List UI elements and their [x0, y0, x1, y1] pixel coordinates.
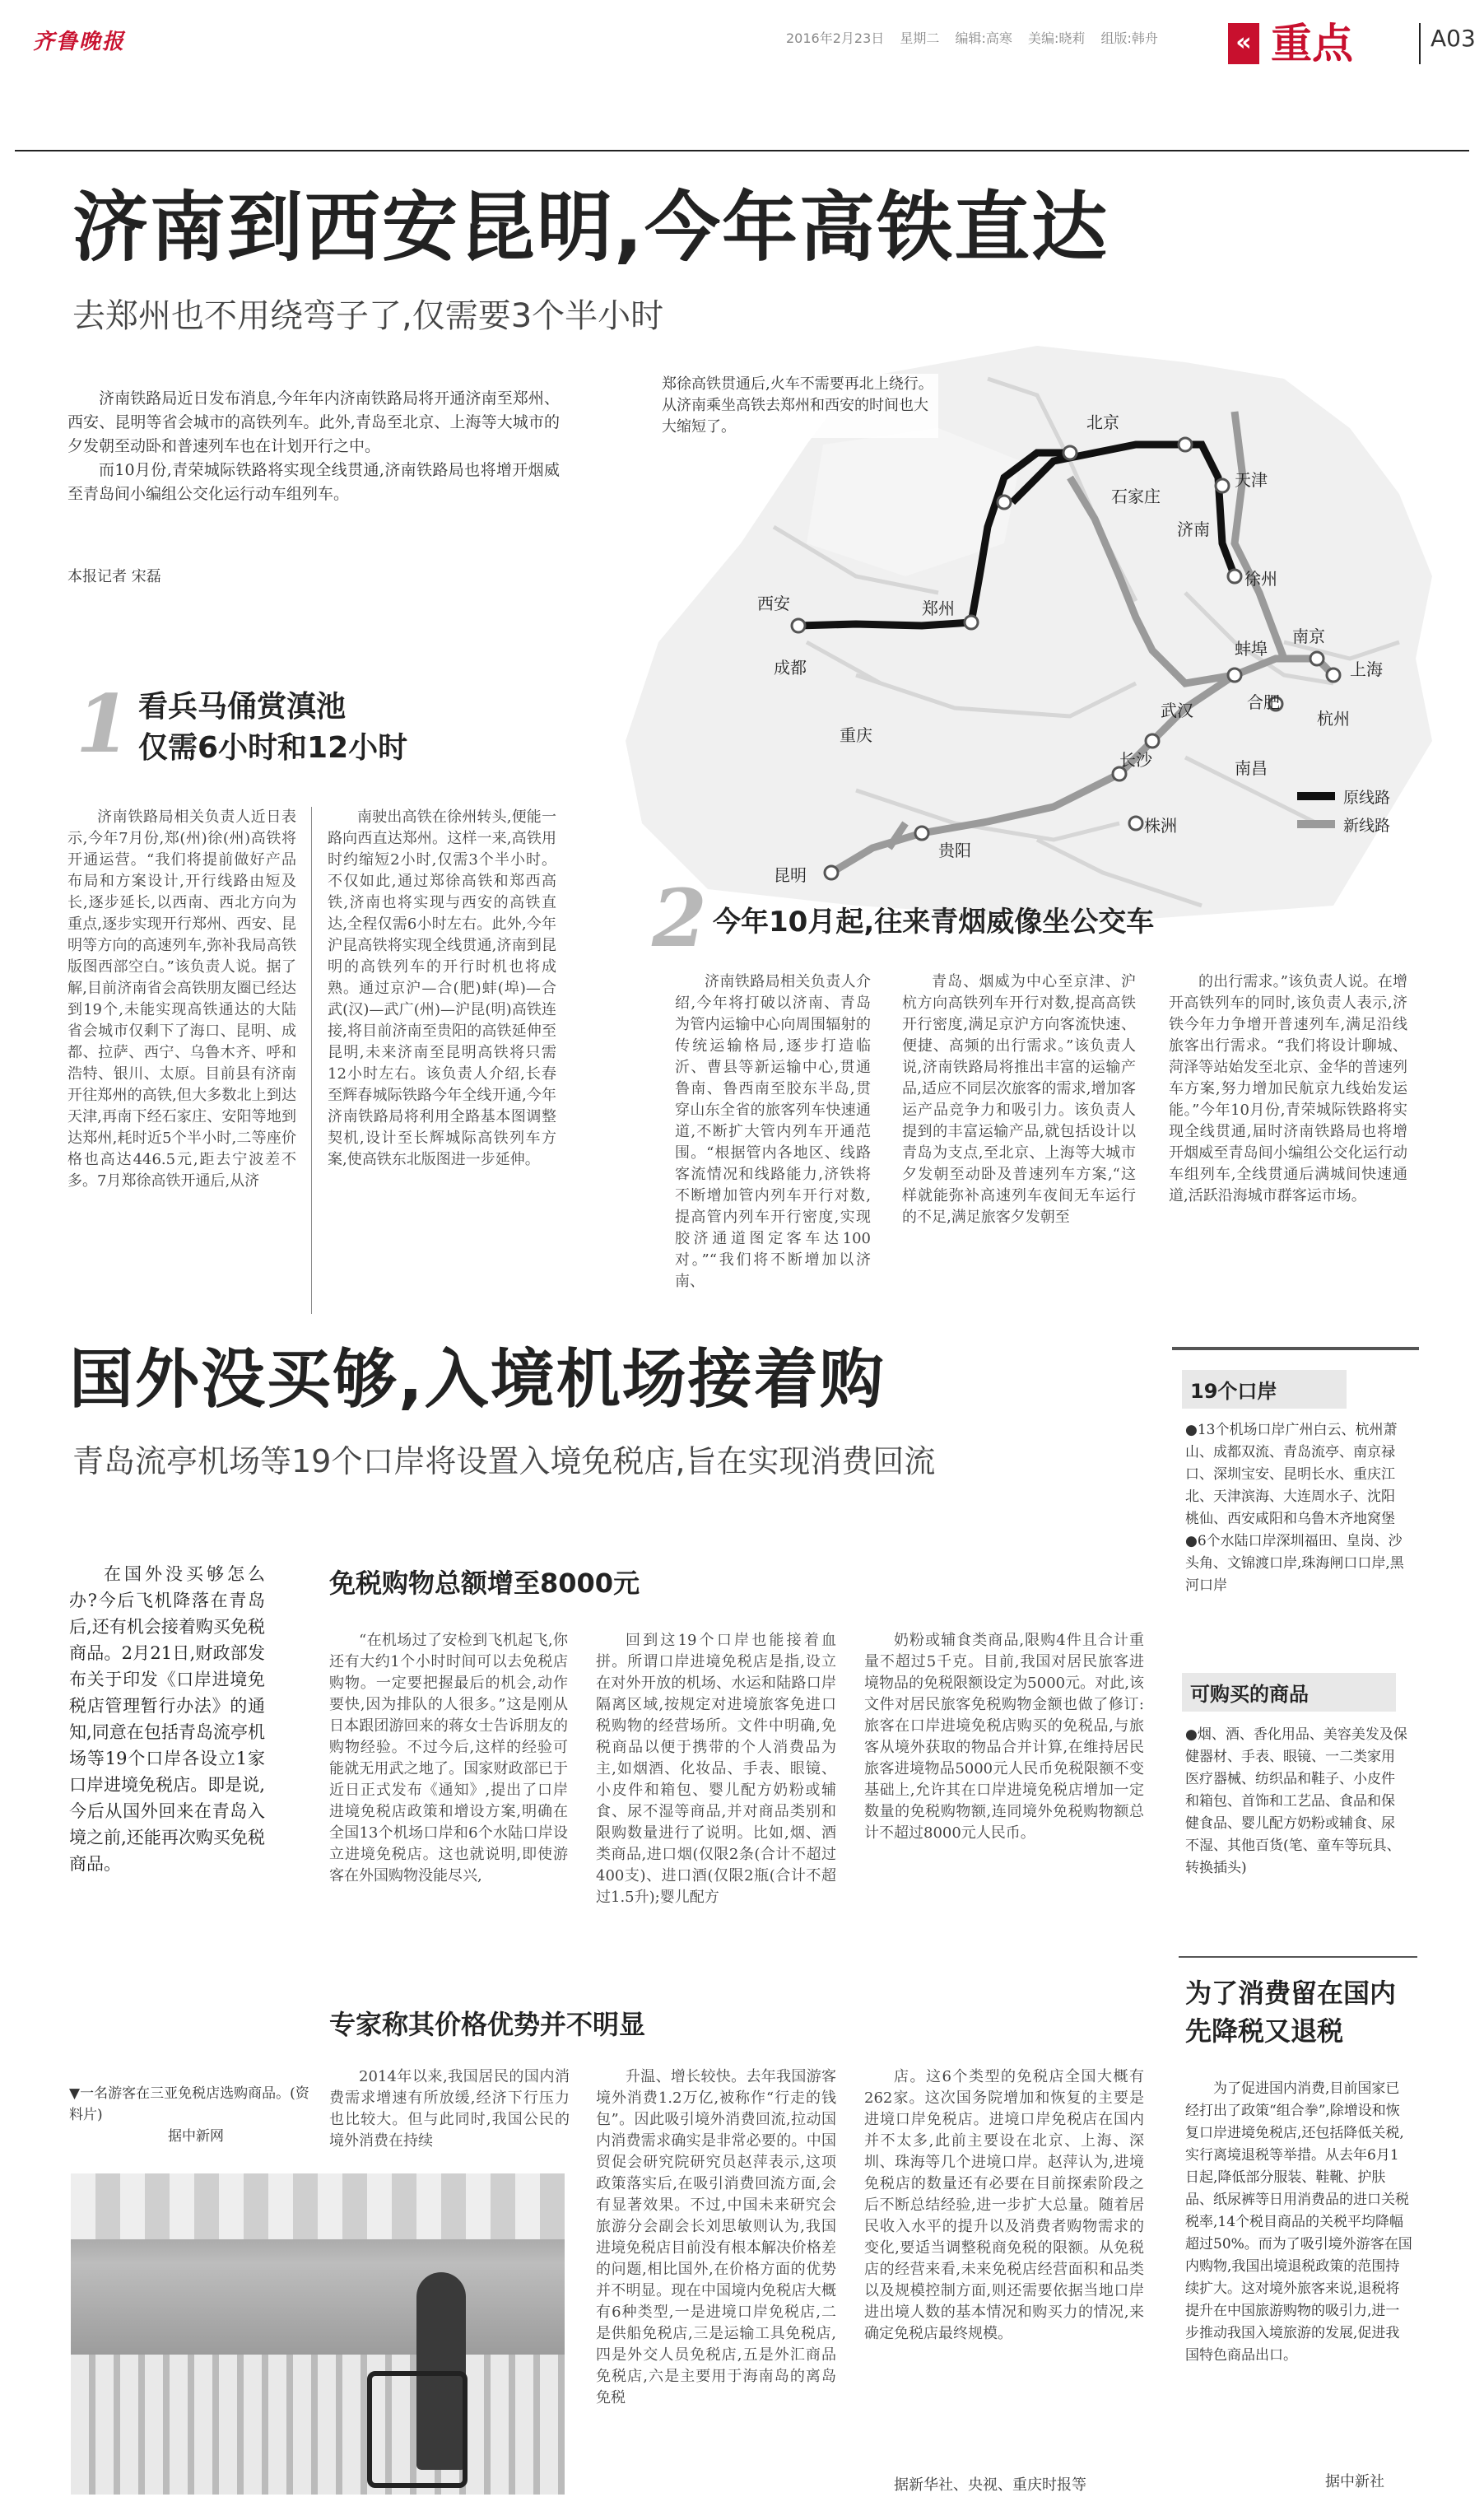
article1-column-5 [1169, 971, 1407, 1317]
article2-subhead-1: 免税购物总额增至8000元 [329, 1568, 640, 1599]
article2-subheadline: 青岛流亭机场等19个口岸将设置入境免税店,旨在实现消费回流 [72, 1443, 936, 1479]
article2-column-1 [329, 1630, 568, 1959]
article2-lead-text: 在国外没买够怎么办?今后飞机降落在青岛后,还有机会接着购买免税商品。2月21日,财政部发布关于印发《口岸进境免税店管理暂行办法》的通知,同意在包括青岛流亭机场等19个口岸各设立1家口岸进境免税店。即是说,今后从国外回来在青岛入境之前,还能再次购买免税商品。 [69, 1564, 265, 1874]
article2-column-5 [596, 2066, 836, 2495]
section1-title [138, 687, 407, 769]
city-label-beijing: 北京 [1086, 412, 1119, 432]
section-divider [1419, 23, 1421, 64]
article1-column-5-text: 的出行需求。”该负责人说。在增开高铁列车的同时,该负责人表示,济铁今年力争增开普速列车,满足沿线旅客出行需求。“我们将设计聊城、菏泽等站始发至北京、金华的普速列车方案,努力增加民航京九线始发运能。”今年10月份,青荣城际铁路将实现全线贯通,届时济南铁路局也将增开烟威至青岛间小编组公交化运行动车组列车,全线贯通后满城间快速通道,活跃沿海城市群客运市场。 [1169, 973, 1407, 1204]
page-number: A03 [1431, 25, 1476, 52]
legend-old-swatch [1297, 792, 1335, 800]
city-label-zhuzhou: 株洲 [1144, 816, 1177, 836]
article2-column-1-text: “在机场过了安检到飞机起飞,你还有大约1个小时时间可以去免税店购物。一定要把握最后的机会,动作要快,因为排队的人很多。”这是刚从日本跟团游回来的蒋女士告诉朋友的购物经验。不过今后,这样的经验可能就无用武之地了。国家财政部已于近日正式发布《通知》,提出了口岸进境免税店政策和增设方案,明确在全国13个机场口岸和6个水陆口岸设立进境免税店。这也就说明,即使游客在外国购物没能尽兴, [329, 1632, 568, 1884]
shopping-photo [71, 2173, 565, 2495]
column-divider [311, 807, 312, 1314]
article2-headline: 国外没买够,入境机场接着购 [69, 1343, 886, 1417]
sidebar-box1-text1: ●13个机场口岸广州白云、杭州萧山、成都双流、青岛流亭、南京禄口、深圳宝安、昆明长水、重庆江北、天津滨海、大连周水子、沈阳桃仙、西安咸阳和乌鲁木齐地窝堡 [1185, 1422, 1398, 1527]
legend-new-swatch [1297, 820, 1335, 828]
city-label-nanchang: 南昌 [1235, 758, 1268, 778]
sidebar-box3-title-line2: 先降税又退税 [1185, 2015, 1344, 2047]
city-label-changsha: 长沙 [1119, 750, 1152, 770]
article1-lead [67, 387, 560, 506]
article1-headline: 济南到西安昆明,今年高铁直达 [72, 184, 1109, 272]
old-line-xian-zhengzhou [798, 622, 971, 626]
city-label-shanghai: 上海 [1350, 659, 1383, 679]
city-label-bengbu: 蚌埠 [1235, 639, 1268, 659]
sidebar-top-rule [1172, 1347, 1419, 1350]
sidebar-box3-title [1185, 1974, 1396, 2050]
editor: 编辑:高寒 [955, 30, 1012, 46]
section2-number: 2 [652, 872, 707, 965]
article2-column-6 [864, 2066, 1144, 2470]
article2-column-6-text: 店。这6个类型的免税店全国大概有262家。这次国务院增加和恢复的主要是进境口岸免税店。进境口岸免税店在国内并不太多,此前主要设在北京、上海、深圳、珠海等几个进境口岸。赵萍认为,进境免税店的数量还有必要在目前探索阶段之后不断总结经验,进一步扩大总量。随着居民收入水平的提升以及消费者购物需求的变化,要适当调整税商免税的限额。从免税店的经营来看,未来免税店经营面积和品类以及规模控制方面,则还需要依据当地口岸进出境人数的基本情况和购买力的情况,来确定免税店最终规模。 [864, 2068, 1144, 2342]
city-label-xian: 西安 [757, 594, 790, 613]
city-label-jinan: 济南 [1177, 519, 1210, 539]
sidebar-box1-body [1185, 1419, 1407, 1597]
photo-caption-credit: 据中新网 [168, 2128, 224, 2145]
sidebar-box2-text: ●烟、酒、香化用品、美容美发及保健器材、手表、眼镜、一二类家用医疗器械、纺织品和鞋子、小皮件和箱包、首饰和工艺品、食品和保健食品、婴儿配方奶粉或辅食、尿不湿、其他百货(笔、童车等玩具、转换插头) [1185, 1726, 1407, 1876]
article2-column-4-text: 2014年以来,我国居民的国内消费需求增速有所放缓,经济下行压力也比较大。但与此同时,我国公民的境外消费在持续 [329, 2068, 570, 2149]
city-label-shijiazhuang: 石家庄 [1111, 487, 1161, 506]
section-chevron-icon: « [1228, 23, 1259, 64]
article1-subheadline: 去郑州也不用绕弯子了,仅需要3个半小时 [72, 297, 664, 335]
section-label: 重点 [1271, 20, 1353, 68]
article1-column-1-text: 济南铁路局相关负责人近日表示,今年7月份,郑(州)徐(州)高铁将开通运营。“我们将提前做好产品布局和方案设计,开行线路由短及长,逐步延长,以西南、西北方向为重点,逐步实现开行郑州、西安、昆明等方向的高速列车,弥补我局高铁版图西部空白。”该负责人说。据了解,目前济南省会高铁朋友圈已经达到19个,未能实现高铁通达的大陆省会城市仅剩下了海口、昆明、成都、拉萨、西宁、乌鲁木齐、呼和浩特、银川、太原。目前县有济南开往郑州的高铁,但大多数北上到达天津,再南下经石家庄、安阳等地到达郑州,耗时近5个半小时,二等座价格也高达446.5元,距去宁波差不多。7月郑徐高铁开通后,从济 [67, 808, 296, 1190]
section1-number: 1 [76, 678, 131, 771]
article2-column-3-text: 奶粉或辅食类商品,限购4件且合计重量不超过5千克。目前,我国对居民旅客进境物品的免税限额设定为5000元。对此,该文件对居民旅客免税购物金额也做了修订:旅客在口岸进境免税店购买的免税品,与旅客从境外获取的物品合并计算,在维持居民旅客进境物品5000元人民币免税限额不变基础上,允许其在口岸进境免税店增加一定数量的免税购物额,连同境外免税购物额总计不超过8000元人民币。 [864, 1632, 1144, 1842]
article1-column-2 [328, 807, 556, 1314]
article1-column-4-text: 青岛、烟威为中心至京津、沪杭方向高铁列车开行对数,提高高铁开行密度,满足京沪方向客流快速、便捷、高频的出行需求。”该负责人说,济南铁路局将推出丰富的运输产品,适应不同层次旅客的需求,增加客运产品竞争力和吸引力。该负责人提到的丰富运输产品,就包括设计以青岛为支点,至北京、上海等大城市夕发朝至动卧及普速列车方案,“这样就能弥补高速列车夜间无车运行的不足,满足旅客夕发朝至 [902, 973, 1136, 1226]
article1-column-2-text: 南驶出高铁在徐州转头,便能一路向西直达郑州。这样一来,高铁用时约缩短2小时,仅需3个半小时。不仅如此,通过郑徐高铁和郑西高铁,济南也将实现与西安的高铁直达,全程仅需6小时左右。此外,今年沪昆高铁将实现全线贯通,济南到昆明的高铁列车的开行时机也将成熟。通过京沪—合(肥)蚌(埠)—合武(汉)—武广(州)—沪昆(明)高铁连接,将目前济南至贵阳的高铁延伸至昆明,未来济南至昆明高铁将只需12小时左右。该负责人介绍,长春至辉春城际铁路今年全线开通,今年济南铁路局将利用全路基本图调整契机,设计至长辉城际高铁列车方案,使高铁东北版图进一步延伸。 [328, 808, 556, 1168]
article1-lead-p1: 济南铁路局近日发布消息,今年年内济南铁路局将开通济南至郑州、西安、昆明等省会城市的高铁列车。此外,青岛至北京、上海等大城市的夕发朝至动卧和普速列车也在计划开行之中。 [67, 389, 560, 455]
article2-column-2-text: 回到这19个口岸也能接着血拼。所谓口岸进境免税店是指,设立在对外开放的机场、水运和陆路口岸隔离区域,按规定对进境旅客免进口税购物的经营场所。文件中明确,免税商品以便于携带的个人消费品为主,如烟酒、化妆品、手表、眼镜、小皮件和箱包、婴儿配方奶粉或辅食、尿不湿等商品,并对商品类别和限购数量进行了说明。比如,烟、酒类商品,进口烟(仅限2条(合计不超过400支)、进口酒(仅限2瓶(合计不超过1.5升);婴儿配方 [596, 1632, 836, 1906]
sidebar-box2-title: 可购买的商品 [1182, 1673, 1396, 1712]
section1-title-line1: 看兵马俑赏滇池 [138, 690, 347, 724]
article2-column-3 [864, 1630, 1144, 1959]
city-label-hangzhou: 杭州 [1317, 709, 1350, 729]
city-label-zhengzhou: 郑州 [922, 599, 955, 618]
weekday: 星期二 [900, 30, 940, 46]
article2-credit: 据新华社、央视、重庆时报等 [894, 2476, 1086, 2494]
article1-lead-p2: 而10月份,青荣城际铁路将实现全线贯通,济南铁路局也将增开烟威至青岛间小编组公交化运行动车组列车。 [67, 461, 560, 503]
city-label-chongqing: 重庆 [840, 725, 872, 745]
article2-column-5-text: 升温、增长较快。去年我国游客境外消费1.2万亿,被称作“行走的钱包”。因此吸引境外消费回流,拉动国内消费需求确实是非常必要的。中国贸促会研究院研究员赵萍表示,这项政策落实后,在吸引消费回流方面,会有显著效果。不过,中国未来研究会旅游分会副会长刘思敏则认为,我国进境免税店目前没有根本解决价格差的问题,相比国外,在价格方面的优势并不明显。现在中国境内免税店大概有6种类型,一是进境口岸免税店,二是供船免税店,三是运输工具免税店,四是外交人员免税店,五是外汇商品免税店,六是主要用于海南岛的离岛免税 [596, 2068, 836, 2406]
article2-lead [69, 1561, 265, 1877]
legend-old-label: 原线路 [1343, 789, 1391, 807]
city-label-kunming: 昆明 [774, 865, 807, 885]
article1-column-4 [902, 971, 1136, 1317]
city-label-tianjin: 天津 [1235, 470, 1268, 490]
city-label-wuhan: 武汉 [1161, 701, 1193, 720]
sidebar-box1-text2: ●6个水陆口岸深圳福田、皇岗、沙头角、文锦渡口岸,珠海闸口口岸,黑河口岸 [1185, 1533, 1404, 1594]
masthead-rule [15, 150, 1469, 151]
sidebar-box1-title: 19个口岸 [1182, 1370, 1347, 1409]
sidebar-box3-credit: 据中新社 [1325, 2473, 1384, 2490]
section-banner [1228, 16, 1417, 71]
proof: 组版:韩舟 [1100, 30, 1158, 46]
city-label-chengdu: 成都 [774, 658, 807, 678]
sidebar-box3-body [1185, 2078, 1412, 2465]
article2-column-4 [329, 2066, 570, 2149]
sidebar-box3-rule [1179, 1956, 1417, 1958]
article2-subhead-2: 专家称其价格优势并不明显 [329, 2009, 646, 2040]
sidebar-box3-text: 为了促进国内消费,目前国家已经打出了政策“组合拳”,除增设和恢复口岸进境免税店,还包括降低关税,实行离境退税等举措。从去年6月1日起,降低部分服装、鞋靴、护肤品、纸尿裤等日用消费品的进口关税税率,14个税目商品的关税平均降幅超过50%。而为了吸引境外游客在国内购物,我国出境退税政策的范围持续扩大。这对境外旅客来说,退税将提升在中国旅游购物的吸引力,进一步推动我国入境旅游的发展,促进我国特色商品出口。 [1185, 2080, 1412, 2364]
section1-title-line2: 仅需6小时和12小时 [138, 731, 408, 765]
photo-ceiling [71, 2173, 565, 2239]
city-label-guiyang: 贵阳 [938, 841, 971, 860]
city-label-nanjing: 南京 [1292, 627, 1325, 646]
article2-column-2 [596, 1630, 836, 1959]
photo-caption [69, 2083, 316, 2147]
photo-caption-text: ▼一名游客在三亚免税店选购商品。(资料片) [69, 2085, 309, 2123]
city-label-xuzhou: 徐州 [1244, 569, 1277, 589]
newspaper-brand-logo: 齐鲁晚报 [33, 30, 126, 54]
legend-new-label: 新线路 [1343, 817, 1391, 835]
dateline [786, 28, 1170, 47]
city-label-hefei: 合肥 [1247, 692, 1280, 712]
article1-column-3-text: 济南铁路局相关负责人介绍,今年将打破以济南、青岛为管内运输中心向周围辐射的传统运输格局,逐步打造临沂、曹县等新运输中心,贯通鲁南、鲁西南至胶东半岛,贯穿山东全省的旅客列车快速通道,不断扩大管内列车开通范围。“根据管内各地区、线路客流情况和线路能力,济铁将不断增加管内列车开行对数,提高管内列车开行密度,实现胶济通道图定客车达100对。”“我们将不断增加以济南、 [675, 973, 871, 1290]
sidebar-box2-body [1185, 1724, 1407, 1880]
sidebar-box3-title-line1: 为了消费留在国内 [1185, 1978, 1397, 2009]
date: 2016年2月23日 [786, 30, 885, 46]
art-editor: 美编:晓莉 [1027, 30, 1086, 46]
article1-byline: 本报记者 宋磊 [67, 568, 161, 585]
photo-stroller [367, 2371, 468, 2488]
section2-title: 今年10月起,往来青烟威像坐公交车 [713, 906, 1155, 939]
photo-shelves [71, 2355, 565, 2495]
article1-column-1 [67, 807, 296, 1314]
map-note: 郑徐高铁贯通后,火车不需要再北上绕行。从济南乘坐高铁去郑州和西安的时间也大大缩短了。 [662, 374, 938, 438]
article1-column-3 [675, 971, 871, 1317]
